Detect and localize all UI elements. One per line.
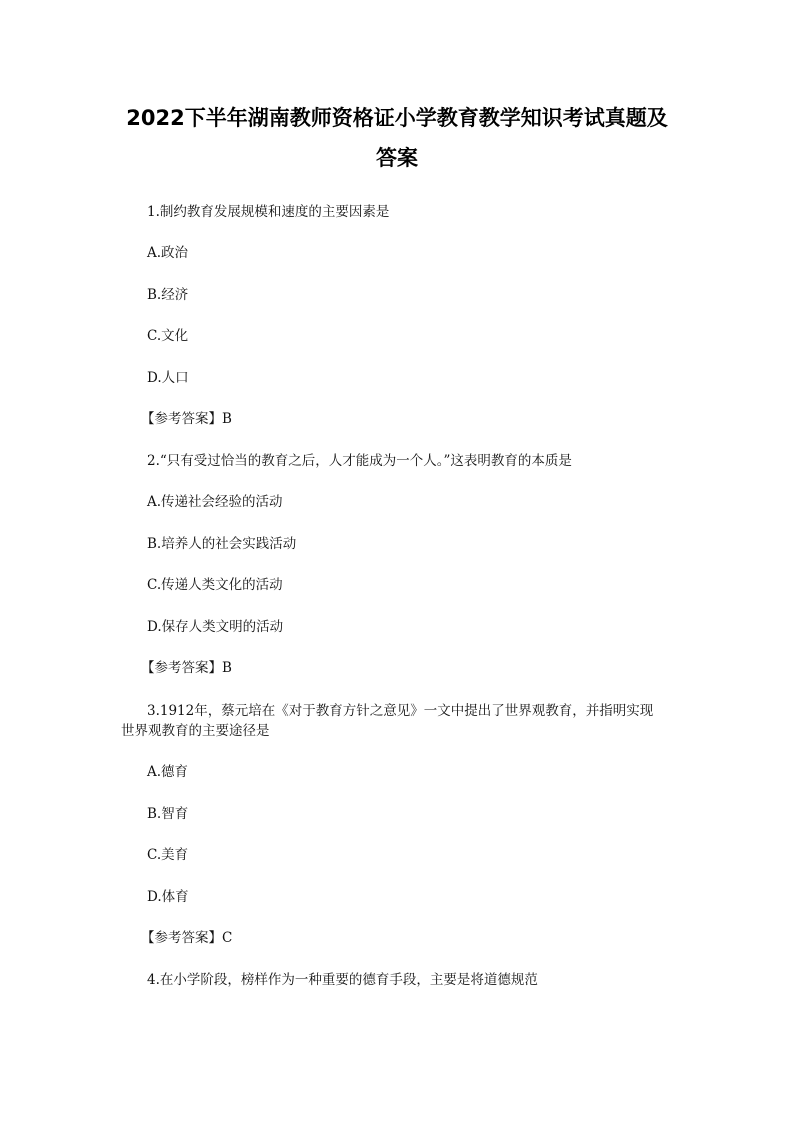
question-3-stem-line-1: 3.1912年，蔡元培在《对于教育方针之意见》一文中提出了世界观教育，并指明实现: [147, 703, 654, 719]
question-3-option-b: B.智育: [147, 806, 189, 822]
question-1-option-b: B.经济: [147, 287, 189, 303]
question-3-option-d: D.体育: [147, 889, 189, 905]
question-3-option-a: A.德育: [147, 764, 189, 780]
question-2-option-a: A.传递社会经验的活动: [147, 494, 283, 510]
question-4-stem: 4.在小学阶段，榜样作为一种重要的德育手段，主要是将道德规范: [147, 972, 538, 988]
question-3-option-c: C.美育: [147, 847, 189, 863]
question-2-option-c: C.传递人类文化的活动: [147, 577, 283, 593]
question-1-answer: 【参考答案】B: [141, 411, 232, 427]
question-1-option-d: D.人口: [147, 370, 189, 386]
question-2-answer: 【参考答案】B: [141, 660, 232, 676]
question-1-stem: 1.制约教育发展规模和速度的主要因素是: [147, 204, 390, 220]
question-3-answer: 【参考答案】C: [141, 930, 233, 946]
question-2-stem: 2.“只有受过恰当的教育之后，人才能成为一个人。”这表明教育的本质是: [147, 453, 572, 469]
question-1-option-c: C.文化: [147, 328, 189, 344]
document-title-line-2: 答案: [376, 146, 418, 170]
question-3-stem-line-2: 世界观教育的主要途径是: [121, 723, 270, 739]
question-2-option-d: D.保存人类文明的活动: [147, 619, 284, 635]
question-2-option-b: B.培养人的社会实践活动: [147, 536, 297, 552]
document-title-line-1: 2022下半年湖南教师资格证小学教育教学知识考试真题及: [126, 106, 668, 130]
question-1-option-a: A.政治: [147, 245, 189, 261]
